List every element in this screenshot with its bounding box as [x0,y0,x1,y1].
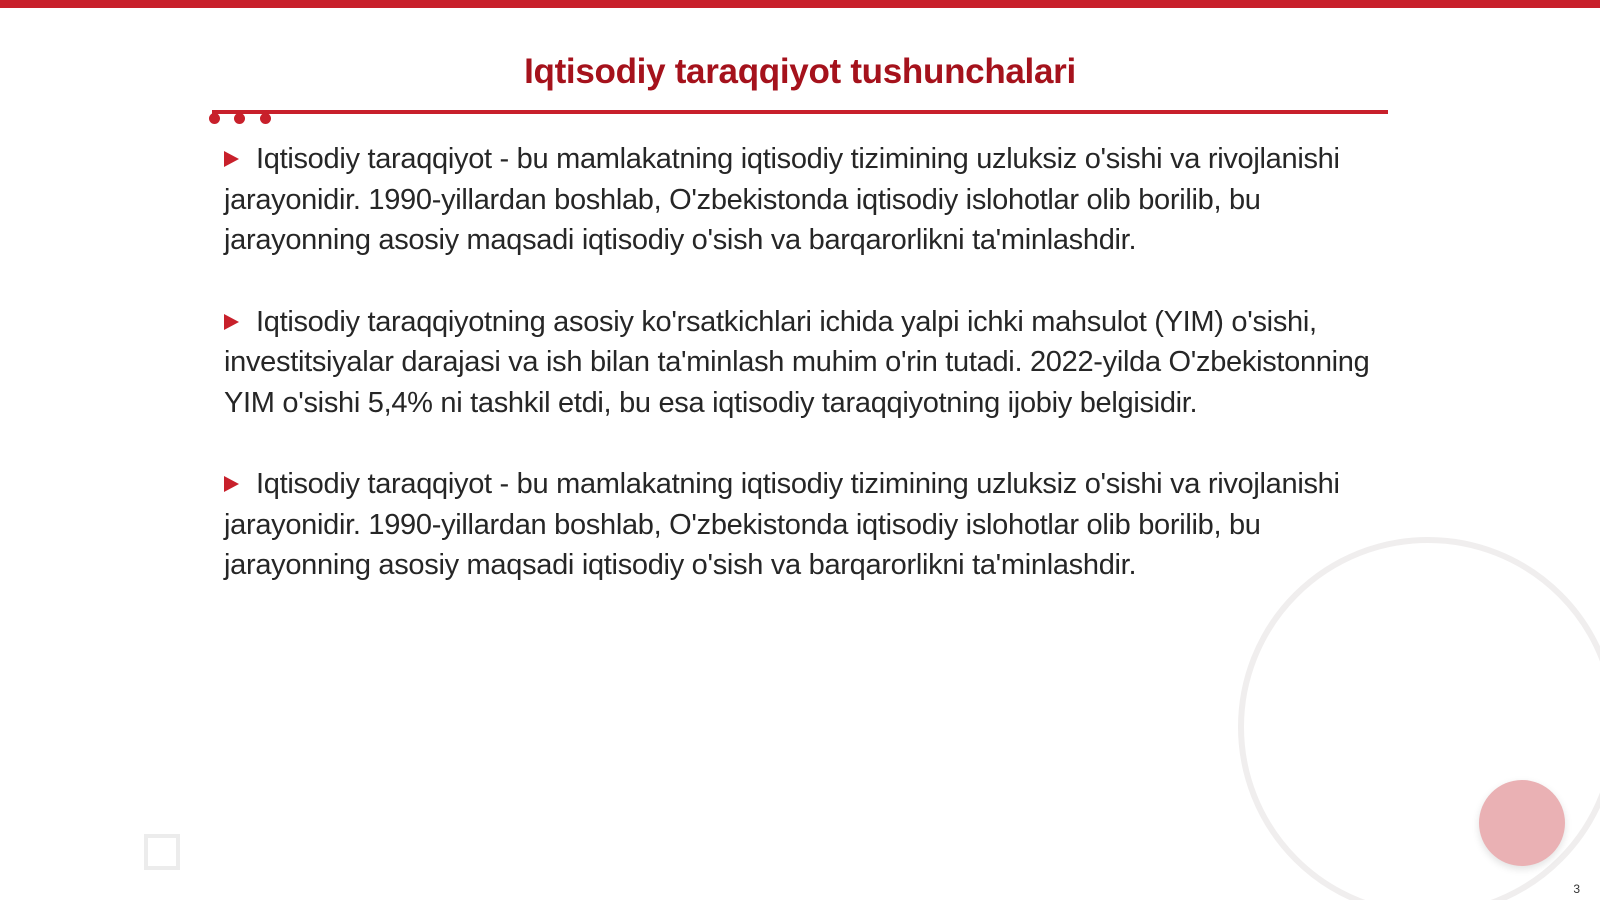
title-underline [212,110,1388,114]
bullet-item [224,464,1392,586]
bullet-item [224,139,1392,261]
top-accent-bar [0,0,1600,8]
page-number: 3 [1573,882,1580,896]
play-triangle-icon [224,314,239,330]
bullet-text: Iqtisodiy taraqqiyot - bu mamlakatning iqtisodiy tizimining uzluksiz o'sishi va rivojlanishi jarayonidir. 1990-yillardan boshlab, O'zbekistonda iqtisodiy islohotlar olib borilib, bu jarayonning asosiy maqsadi iqtisodiy o'sish va barqarorlikni ta'minlashdir. [224,468,1340,581]
decor-square [144,834,180,870]
play-triangle-icon [224,476,239,492]
play-triangle-icon [224,151,239,167]
bullet-text: Iqtisodiy taraqqiyot - bu mamlakatning iqtisodiy tizimining uzluksiz o'sishi va rivojlanishi jarayonidir. 1990-yillardan boshlab, O'zbekistonda iqtisodiy islohotlar olib borilib, bu jarayonning asosiy maqsadi iqtisodiy o'sish va barqarorlikni ta'minlashdir. [224,143,1340,256]
bullet-text: Iqtisodiy taraqqiyotning asosiy ko'rsatkichlari ichida yalpi ichki mahsulot (YIM) o'sishi, investitsiyalar darajasi va ish bilan ta'minlash muhim o'rin tutadi. 2022-yilda O'zbekistonning YIM o'sishi 5,4% ni tashkil etdi, bu esa iqtisodiy taraqqiyotning ijobiy belgisidir. [224,305,1370,419]
decor-disc [1479,780,1565,866]
bullet-list [224,139,1392,627]
decor-dot [260,113,271,124]
decor-dot [234,113,245,124]
decor-dot [209,113,220,124]
bullet-item [224,302,1392,424]
slide-title: Iqtisodiy taraqqiyot tushunchalari [524,52,1076,91]
